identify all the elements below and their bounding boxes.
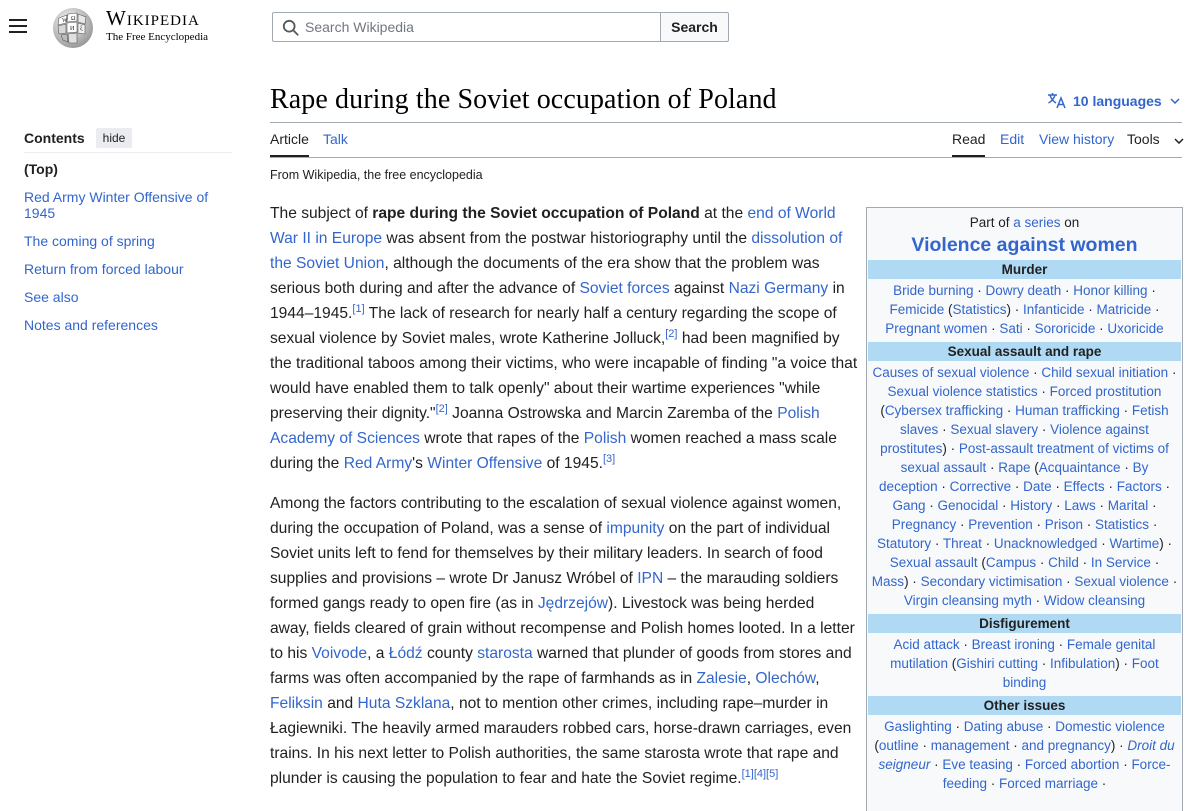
wiki-link[interactable]: outline: [878, 738, 919, 753]
wiki-link[interactable]: Sexual assault: [889, 555, 978, 570]
text-run: ·: [1036, 555, 1049, 570]
text-run: ,: [746, 670, 756, 687]
text-run: ·: [959, 637, 972, 652]
toc-item-red-army-winter-offensive[interactable]: Red Army Winter Offensive of 1945: [24, 189, 209, 221]
wiki-link[interactable]: Virgin cleansing myth: [903, 593, 1032, 608]
tab-tools[interactable]: [1127, 131, 1184, 157]
table-of-contents: [24, 127, 232, 345]
wiki-link[interactable]: Marital: [1107, 498, 1149, 513]
series-sidebar: [866, 207, 1183, 811]
wiki-link[interactable]: Corrective: [949, 479, 1012, 494]
series-section-list: [868, 361, 1181, 614]
text-run: ·: [1084, 302, 1097, 317]
wiki-link[interactable]: Factors: [1116, 479, 1162, 494]
wiki-link[interactable]: History: [1010, 498, 1053, 513]
text-run: (: [947, 656, 957, 671]
series-section-heading: Sexual assault and rape: [868, 342, 1181, 361]
wiki-link[interactable]: Dowry death: [985, 283, 1062, 298]
text-run: ·: [1043, 719, 1056, 734]
text-run: ·: [1078, 555, 1091, 570]
wiki-link[interactable]: Łódź: [388, 645, 423, 662]
wiki-link[interactable]: Pregnancy: [891, 517, 957, 532]
text-run: ·: [1119, 757, 1132, 772]
text-run: ·: [987, 321, 1000, 336]
wiki-link[interactable]: Force-feeding: [942, 757, 1171, 791]
citation-ref[interactable]: [3]: [602, 452, 616, 465]
text-run: , a: [367, 645, 389, 662]
tools-label: Tools: [1127, 131, 1160, 147]
text-run: ·: [1151, 302, 1160, 317]
wiki-link[interactable]: Nazi Germany: [728, 280, 829, 297]
text-run: ·: [1054, 637, 1067, 652]
wiki-link[interactable]: Laws: [1064, 498, 1096, 513]
text-run: ). Livestock was being herded away, fields cleared of grain without recompense and Polish homes looted. In a letter to his: [270, 595, 855, 662]
wiki-link[interactable]: Forced marriage: [999, 776, 1099, 791]
wiki-link[interactable]: Sexual violence: [1074, 574, 1169, 589]
tab-article[interactable]: Article: [270, 131, 309, 157]
wiki-link[interactable]: Infibulation: [1049, 656, 1116, 671]
search-icon: [282, 19, 300, 37]
series-part-of: [868, 213, 1181, 232]
languages-button[interactable]: [1047, 93, 1186, 109]
wiki-link[interactable]: Gang: [892, 498, 926, 513]
wiki-link[interactable]: Mass: [871, 574, 905, 589]
text-run: ·: [1104, 479, 1117, 494]
text-run: ) ·: [904, 574, 921, 589]
wiki-link[interactable]: Fetish slaves: [900, 403, 1169, 437]
text-run: ·: [925, 498, 938, 513]
text-run: ·: [1037, 656, 1050, 671]
wiki-link[interactable]: Domestic violence: [1055, 719, 1165, 734]
site-sub: From Wikipedia, the free encyclopedia: [270, 168, 483, 182]
series-section-list: [868, 715, 1181, 797]
text-run: ·: [1011, 479, 1024, 494]
svg-text:Ω: Ω: [71, 16, 76, 22]
citation-ref[interactable]: [1]: [352, 302, 365, 315]
main-menu-button[interactable]: [9, 18, 27, 34]
text-run: ·: [973, 283, 986, 298]
text-run: ·: [1032, 517, 1045, 532]
text-run: ) ·: [1006, 302, 1023, 317]
wiki-link[interactable]: Breast ironing: [971, 637, 1055, 652]
text-run: ·: [1031, 593, 1044, 608]
wiki-link[interactable]: Statutory: [877, 536, 932, 551]
tab-view-history[interactable]: View history: [1039, 131, 1115, 147]
text-run: ·: [998, 498, 1011, 513]
svg-text:W: W: [62, 18, 68, 24]
wiki-link[interactable]: Pregnant women: [885, 321, 988, 336]
wiki-link[interactable]: end of World War II in Europe: [270, 205, 836, 247]
wiki-link[interactable]: In Service: [1090, 555, 1151, 570]
series-link[interactable]: a series: [1013, 215, 1061, 230]
text-run: ·: [931, 536, 943, 551]
wiki-link[interactable]: Olechów: [755, 670, 816, 687]
text-run: (: [944, 302, 953, 317]
text-run: was absent from the postwar historiography until the: [382, 230, 752, 247]
wiki-link[interactable]: Eve teasing: [942, 757, 1013, 772]
series-title[interactable]: Violence against women: [911, 234, 1138, 256]
text-run: ·: [1150, 555, 1160, 570]
wiki-link[interactable]: Sexual slavery: [950, 422, 1039, 437]
search-input[interactable]: [305, 17, 655, 37]
text-run: ·: [937, 479, 950, 494]
wiki-link[interactable]: Foot binding: [1002, 656, 1159, 690]
wiki-link[interactable]: Acid attack: [893, 637, 960, 652]
toc-hide-button[interactable]: hide: [96, 128, 133, 148]
wiki-link[interactable]: Red Army: [343, 455, 413, 472]
text-run: ·: [1120, 460, 1133, 475]
wikipedia-globe-logo-icon[interactable]: [49, 6, 97, 50]
wiki-link[interactable]: Voivode: [311, 645, 368, 662]
part-of-prefix: Part of: [969, 215, 1014, 230]
svg-text:ξ: ξ: [80, 26, 83, 32]
text-run: ) ·: [1115, 656, 1132, 671]
wiki-link[interactable]: Winter Offensive: [427, 455, 543, 472]
text-run: wrote that rapes of the: [419, 430, 584, 447]
citation-ref[interactable]: [2]: [665, 327, 678, 340]
part-of-suffix: on: [1060, 215, 1080, 230]
text-run: ·: [987, 776, 999, 791]
wiki-link[interactable]: Forced abortion: [1024, 757, 1120, 772]
wiki-link[interactable]: Sexual violence statistics: [887, 384, 1038, 399]
wiki-link[interactable]: Genocidal: [937, 498, 999, 513]
text-run: ·: [1061, 283, 1074, 298]
wiki-link[interactable]: Bride burning: [893, 283, 974, 298]
text-run: women reached a mass scale during the: [270, 430, 837, 472]
wiki-link[interactable]: Feliksin: [270, 695, 323, 712]
article-body: [270, 201, 858, 806]
wiki-link[interactable]: Huta Szklana: [357, 695, 451, 712]
page-title: Rape during the Soviet occupation of Poland: [270, 84, 777, 115]
series-section-heading: Disfigurement: [868, 614, 1181, 633]
text-run: ·: [1168, 574, 1178, 589]
text-run: against: [669, 280, 729, 297]
text-run: ·: [1149, 517, 1158, 532]
wiki-link[interactable]: Cybersex trafficking: [884, 403, 1004, 418]
wiki-link[interactable]: Human trafficking: [1015, 403, 1120, 418]
wiki-link[interactable]: Polish: [583, 430, 627, 447]
text-run: (: [880, 403, 885, 418]
wiki-link[interactable]: Violence against prostitutes: [880, 422, 1149, 456]
text-run: ) ·: [942, 441, 959, 456]
text-run: ·: [1022, 321, 1035, 336]
toc-item-return-from-forced-labour[interactable]: Return from forced labour: [24, 261, 184, 277]
wiki-link[interactable]: Causes of sexual violence: [872, 365, 1030, 380]
wiki-link[interactable]: Infanticide: [1022, 302, 1085, 317]
wiki-link[interactable]: Acquaintance: [1038, 460, 1121, 475]
toc-item-top[interactable]: (Top): [24, 161, 58, 177]
text-run: ·: [1062, 574, 1075, 589]
citation-ref[interactable]: [2]: [435, 402, 448, 415]
text-run: ·: [1009, 738, 1022, 753]
wiki-link[interactable]: Gaslighting: [884, 719, 952, 734]
text-run: on the part of individual Soviet units left to fend for themselves by their military leaders. In search of food supplies and provisions – wrote Dr Janusz Wróbel of: [270, 520, 831, 587]
toc-item-notes-and-references[interactable]: Notes and references: [24, 317, 158, 333]
text-run: ·: [930, 757, 943, 772]
search-button[interactable]: Search: [660, 12, 729, 42]
text-run: ·: [1003, 403, 1016, 418]
wiki-link[interactable]: Polish Academy of Sciences: [270, 405, 820, 447]
wiki-link[interactable]: IPN: [637, 570, 664, 587]
wiki-link[interactable]: Droit du seigneur: [878, 738, 1175, 772]
svg-text:И: И: [70, 26, 75, 32]
wiki-link[interactable]: Statistics: [1095, 517, 1150, 532]
wiki-link[interactable]: Femicide: [889, 302, 945, 317]
wiki-link[interactable]: Campus: [985, 555, 1037, 570]
tab-edit[interactable]: Edit: [1000, 131, 1025, 147]
text-run: ·: [1095, 498, 1108, 513]
wiki-link[interactable]: Female genital mutilation: [890, 637, 1156, 671]
text-run: and: [322, 695, 358, 712]
text-run: 's: [412, 455, 428, 472]
series-section-list: [868, 279, 1181, 342]
toc-item-coming-of-spring[interactable]: The coming of spring: [24, 233, 155, 249]
text-run: , although the documents of the era show that the problem was serious both during and after the advance of: [270, 255, 820, 297]
wiki-link[interactable]: Prison: [1044, 517, 1084, 532]
wiki-link[interactable]: Child sexual initiation: [1041, 365, 1169, 380]
translate-icon: [1047, 93, 1067, 109]
text-run: ) ·: [1110, 738, 1128, 753]
text-run: ·: [1012, 757, 1025, 772]
search-box[interactable]: [272, 12, 661, 42]
wiki-link[interactable]: starosta: [477, 645, 533, 662]
wiki-link[interactable]: and pregnancy: [1021, 738, 1111, 753]
article-paragraph: [270, 491, 858, 791]
bold-text: rape during the Soviet occupation of Poland: [372, 205, 700, 222]
wiki-link[interactable]: Effects: [1063, 479, 1105, 494]
title-divider: [270, 122, 1182, 123]
wikipedia-wordmark[interactable]: [106, 7, 208, 44]
text-run: warned that plunder of goods from stores and farms was often accompanied by the rape of farmhands as in: [270, 645, 852, 687]
wordmark-tagline: The Free Encyclopedia: [106, 31, 209, 43]
toc-title: Contents: [24, 129, 85, 146]
wiki-link[interactable]: Statistics: [952, 302, 1007, 317]
text-run: – the marauding soldiers formed gangs ready to open fire (as in: [270, 570, 839, 612]
text-run: Among the factors contributing to the escalation of sexual violence against women, during the occupation of Poland, was a sense of: [270, 495, 842, 537]
article-paragraph: [270, 201, 858, 476]
series-sections: [868, 260, 1181, 797]
wiki-link[interactable]: impunity: [606, 520, 665, 537]
wiki-link[interactable]: Secondary victimisation: [920, 574, 1063, 589]
text-run: ·: [1029, 365, 1042, 380]
toc-list: [24, 161, 232, 333]
text-run: ·: [1052, 498, 1065, 513]
citation-ref[interactable]: [1][4][5]: [741, 767, 779, 780]
wiki-link[interactable]: Widow cleansing: [1043, 593, 1146, 608]
wordmark-title: Wikipedia: [106, 6, 200, 30]
text-run: (: [874, 738, 879, 753]
toc-header: [24, 127, 232, 153]
series-section-list: [868, 633, 1181, 696]
wiki-link[interactable]: Threat: [942, 536, 982, 551]
wiki-link[interactable]: Rape: [998, 460, 1031, 475]
text-run: (: [977, 555, 986, 570]
text-run: The lack of research for nearly half a century regarding the scope of sexual violence by Soviet males, wrote Katherine Jolluck,: [270, 305, 837, 347]
wiki-link[interactable]: Soviet forces: [579, 280, 670, 297]
text-run: ·: [1097, 536, 1110, 551]
text-run: ·: [938, 422, 951, 437]
text-run: ·: [1148, 498, 1157, 513]
wiki-link[interactable]: Uxoricide: [1107, 321, 1164, 336]
text-run: ·: [1161, 479, 1170, 494]
wiki-link[interactable]: Matricide: [1096, 302, 1152, 317]
toc-item-see-also[interactable]: See also: [24, 289, 79, 305]
text-run: at the: [699, 205, 748, 222]
text-run: ·: [1168, 365, 1177, 380]
text-run: ,: [815, 670, 820, 687]
text-run: ·: [986, 460, 999, 475]
tab-talk[interactable]: Talk: [323, 131, 348, 147]
text-run: ·: [918, 738, 931, 753]
tab-read[interactable]: Read: [952, 131, 985, 157]
text-run: ·: [1051, 479, 1064, 494]
text-run: , not to mention other crimes, including rape–murder in Łagiewniki. The heavily armed marauders robbed cars, horse-drawn carriages, even trains. In his next letter to Polish authorities, the same starosta wrote that rape and plunder is causing the population to fear and hate the Soviet regime.: [270, 695, 852, 787]
series-section-heading: Other issues: [868, 696, 1181, 715]
text-run: ·: [1119, 403, 1132, 418]
wiki-link[interactable]: Unacknowledged: [993, 536, 1098, 551]
text-run: The subject of: [270, 205, 373, 222]
languages-label: 10 languages: [1073, 93, 1162, 109]
text-run: ·: [1038, 422, 1051, 437]
text-run: of 1945.: [542, 455, 603, 472]
wiki-link[interactable]: Forced prostitution: [1049, 384, 1162, 399]
text-run: ·: [1083, 517, 1096, 532]
text-run: ·: [951, 719, 964, 734]
chevron-down-icon: [1174, 138, 1184, 144]
tabs-divider: [270, 157, 1182, 158]
wiki-link[interactable]: Jędrzejów: [537, 595, 609, 612]
text-run: in 1944–1945.: [270, 280, 845, 322]
series-section-heading: Murder: [868, 260, 1181, 279]
wiki-link[interactable]: Honor killing: [1073, 283, 1148, 298]
text-run: had been magnified by the traditional taboos among their victims, who were incapable of finding "a voice that would have enabled them to talk openly" about their wartime experiences "while preserving their dignity.": [270, 330, 858, 422]
text-run: ·: [981, 536, 994, 551]
text-run: ·: [1147, 283, 1156, 298]
wiki-link[interactable]: management: [930, 738, 1010, 753]
text-run: ·: [1037, 384, 1050, 399]
text-run: (: [1030, 460, 1039, 475]
wiki-link[interactable]: Sati: [999, 321, 1023, 336]
wiki-link[interactable]: Sororicide: [1034, 321, 1096, 336]
wiki-link[interactable]: Gishiri cutting: [956, 656, 1038, 671]
wiki-link[interactable]: Dating abuse: [963, 719, 1044, 734]
wiki-link[interactable]: dissolution of the Soviet Union: [270, 230, 843, 272]
wiki-link[interactable]: Post-assault treatment of victims of sexual assault: [900, 441, 1169, 475]
text-run: county: [422, 645, 478, 662]
wiki-link[interactable]: Zalesie: [696, 670, 747, 687]
wiki-link[interactable]: Prevention: [968, 517, 1033, 532]
text-run: ·: [1098, 776, 1107, 791]
wiki-link[interactable]: Wartime: [1109, 536, 1160, 551]
text-run: ·: [956, 517, 969, 532]
text-run: Joanna Ostrowska and Marcin Zaremba of the: [447, 405, 778, 422]
chevron-down-icon: [1170, 98, 1180, 104]
wiki-link[interactable]: Date: [1023, 479, 1052, 494]
text-run: ) ·: [1159, 536, 1172, 551]
wiki-link[interactable]: By deception: [879, 460, 1149, 494]
text-run: ·: [1095, 321, 1108, 336]
wiki-link[interactable]: Child: [1048, 555, 1079, 570]
